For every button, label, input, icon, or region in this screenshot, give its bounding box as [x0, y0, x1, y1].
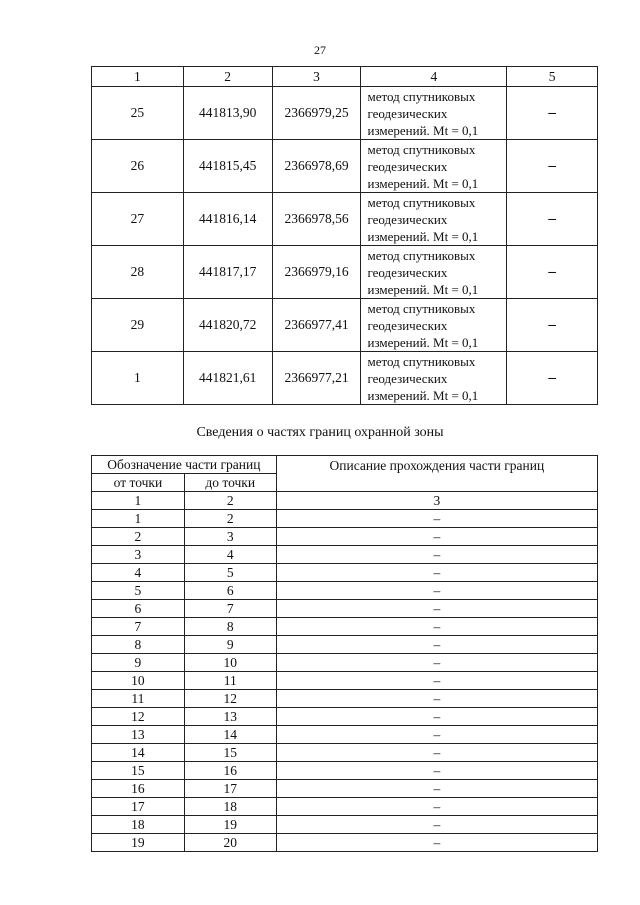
method-description	[361, 352, 507, 405]
part-description: –	[276, 582, 597, 600]
part-description: –	[276, 636, 597, 654]
to-point: 8	[184, 618, 276, 636]
part-description: –	[276, 780, 597, 798]
table-row	[92, 726, 598, 744]
column-number-header: 3	[276, 492, 597, 510]
to-point: 9	[184, 636, 276, 654]
part-description: –	[276, 672, 597, 690]
method-description	[361, 87, 507, 140]
note-cell: –	[507, 87, 598, 140]
to-point: 17	[184, 780, 276, 798]
point-number: 28	[92, 246, 184, 299]
method-description	[361, 246, 507, 299]
part-description: –	[276, 618, 597, 636]
column-number-header: 2	[184, 492, 276, 510]
table-row	[92, 690, 598, 708]
y-coordinate: 2366978,69	[272, 140, 361, 193]
to-point: 20	[184, 834, 276, 852]
table-row	[92, 780, 598, 798]
to-point: 6	[184, 582, 276, 600]
from-point: 11	[92, 690, 185, 708]
part-description: –	[276, 654, 597, 672]
part-description: –	[276, 690, 597, 708]
note-cell: –	[507, 352, 598, 405]
table-row	[92, 299, 598, 352]
method-description	[361, 140, 507, 193]
to-point: 12	[184, 690, 276, 708]
table-row	[92, 87, 598, 140]
to-point: 11	[184, 672, 276, 690]
part-description: –	[276, 564, 597, 582]
table-row	[92, 708, 598, 726]
from-point: 13	[92, 726, 185, 744]
method-line: измерений. Mt = 0,1	[367, 387, 479, 403]
from-point: 10	[92, 672, 185, 690]
note-cell: –	[507, 246, 598, 299]
from-point: 6	[92, 600, 185, 618]
table-row	[92, 744, 598, 762]
x-coordinate: 441820,72	[183, 299, 272, 352]
y-coordinate: 2366978,56	[272, 193, 361, 246]
to-point: 2	[184, 510, 276, 528]
method-line: измерений. Mt = 0,1	[367, 228, 479, 244]
x-coordinate: 441815,45	[183, 140, 272, 193]
method-line: геодезических	[367, 158, 448, 174]
x-coordinate: 441817,17	[183, 246, 272, 299]
method-line: геодезических	[367, 211, 448, 227]
from-point: 7	[92, 618, 185, 636]
note-cell: –	[507, 299, 598, 352]
x-coordinate: 441813,90	[183, 87, 272, 140]
to-point: 19	[184, 816, 276, 834]
to-point-header: до точки	[184, 474, 276, 492]
table-row	[92, 636, 598, 654]
method-line: измерений. Mt = 0,1	[367, 334, 479, 350]
table-row	[92, 528, 598, 546]
method-line: геодезических	[367, 370, 448, 386]
part-description: –	[276, 546, 597, 564]
column-number-header: 3	[272, 67, 361, 87]
method-line: метод спутниковых	[367, 247, 476, 263]
column-number-header: 5	[507, 67, 598, 87]
to-point: 15	[184, 744, 276, 762]
from-point: 4	[92, 564, 185, 582]
part-description-header: Описание прохождения части границ	[276, 456, 597, 492]
to-point: 5	[184, 564, 276, 582]
method-description	[361, 299, 507, 352]
part-description: –	[276, 834, 597, 852]
from-point-header: от точки	[92, 474, 185, 492]
from-point: 3	[92, 546, 185, 564]
from-point: 9	[92, 654, 185, 672]
table-row	[92, 546, 598, 564]
to-point: 14	[184, 726, 276, 744]
point-number: 27	[92, 193, 184, 246]
table-row	[92, 816, 598, 834]
method-line: измерений. Mt = 0,1	[367, 122, 479, 138]
table-row	[92, 600, 598, 618]
column-number-header: 1	[92, 67, 184, 87]
column-numbers-row	[92, 492, 598, 510]
method-line: геодезических	[367, 317, 448, 333]
to-point: 13	[184, 708, 276, 726]
table-row	[92, 246, 598, 299]
table-row	[92, 798, 598, 816]
to-point: 3	[184, 528, 276, 546]
method-line: метод спутниковых	[367, 300, 476, 316]
part-designation-header: Обозначение части границ	[92, 456, 277, 474]
note-cell: –	[507, 193, 598, 246]
method-line: геодезических	[367, 264, 448, 280]
note-cell: –	[507, 140, 598, 193]
from-point: 5	[92, 582, 185, 600]
coordinates-table-header	[92, 67, 598, 87]
method-line: метод спутниковых	[367, 88, 476, 104]
from-point: 18	[92, 816, 185, 834]
part-description: –	[276, 600, 597, 618]
part-description: –	[276, 708, 597, 726]
y-coordinate: 2366979,25	[272, 87, 361, 140]
table-row	[92, 510, 598, 528]
column-number-header: 4	[361, 67, 507, 87]
y-coordinate: 2366979,16	[272, 246, 361, 299]
method-description	[361, 193, 507, 246]
part-description: –	[276, 528, 597, 546]
from-point: 2	[92, 528, 185, 546]
table-row	[92, 762, 598, 780]
section-caption: Сведения о частях границ охранной зоны	[196, 425, 444, 440]
table-row	[92, 618, 598, 636]
from-point: 17	[92, 798, 185, 816]
point-number: 1	[92, 352, 184, 405]
part-description: –	[276, 726, 597, 744]
table-row	[92, 352, 598, 405]
to-point: 16	[184, 762, 276, 780]
method-line: метод спутниковых	[367, 353, 476, 369]
column-number-header: 1	[92, 492, 185, 510]
method-line: метод спутниковых	[367, 141, 476, 157]
part-description: –	[276, 816, 597, 834]
to-point: 18	[184, 798, 276, 816]
point-number: 29	[92, 299, 184, 352]
method-line: измерений. Mt = 0,1	[367, 175, 479, 191]
part-description: –	[276, 510, 597, 528]
part-description: –	[276, 744, 597, 762]
to-point: 4	[184, 546, 276, 564]
from-point: 14	[92, 744, 185, 762]
table-row	[92, 140, 598, 193]
boundary-parts-table	[91, 455, 598, 852]
from-point: 12	[92, 708, 185, 726]
method-line: измерений. Mt = 0,1	[367, 281, 479, 297]
table-row	[92, 672, 598, 690]
point-number: 25	[92, 87, 184, 140]
y-coordinate: 2366977,21	[272, 352, 361, 405]
from-point: 19	[92, 834, 185, 852]
from-point: 8	[92, 636, 185, 654]
to-point: 7	[184, 600, 276, 618]
x-coordinate: 441816,14	[183, 193, 272, 246]
part-description: –	[276, 762, 597, 780]
point-number: 26	[92, 140, 184, 193]
method-line: геодезических	[367, 105, 448, 121]
y-coordinate: 2366977,41	[272, 299, 361, 352]
page-number: 27	[314, 43, 326, 57]
table-row	[92, 193, 598, 246]
from-point: 16	[92, 780, 185, 798]
column-number-header: 2	[183, 67, 272, 87]
to-point: 10	[184, 654, 276, 672]
method-line: метод спутниковых	[367, 194, 476, 210]
x-coordinate: 441821,61	[183, 352, 272, 405]
table-row	[92, 654, 598, 672]
table-row	[92, 834, 598, 852]
coordinates-table	[91, 66, 598, 405]
from-point: 15	[92, 762, 185, 780]
table-row	[92, 564, 598, 582]
from-point: 1	[92, 510, 185, 528]
table-row	[92, 582, 598, 600]
part-description: –	[276, 798, 597, 816]
